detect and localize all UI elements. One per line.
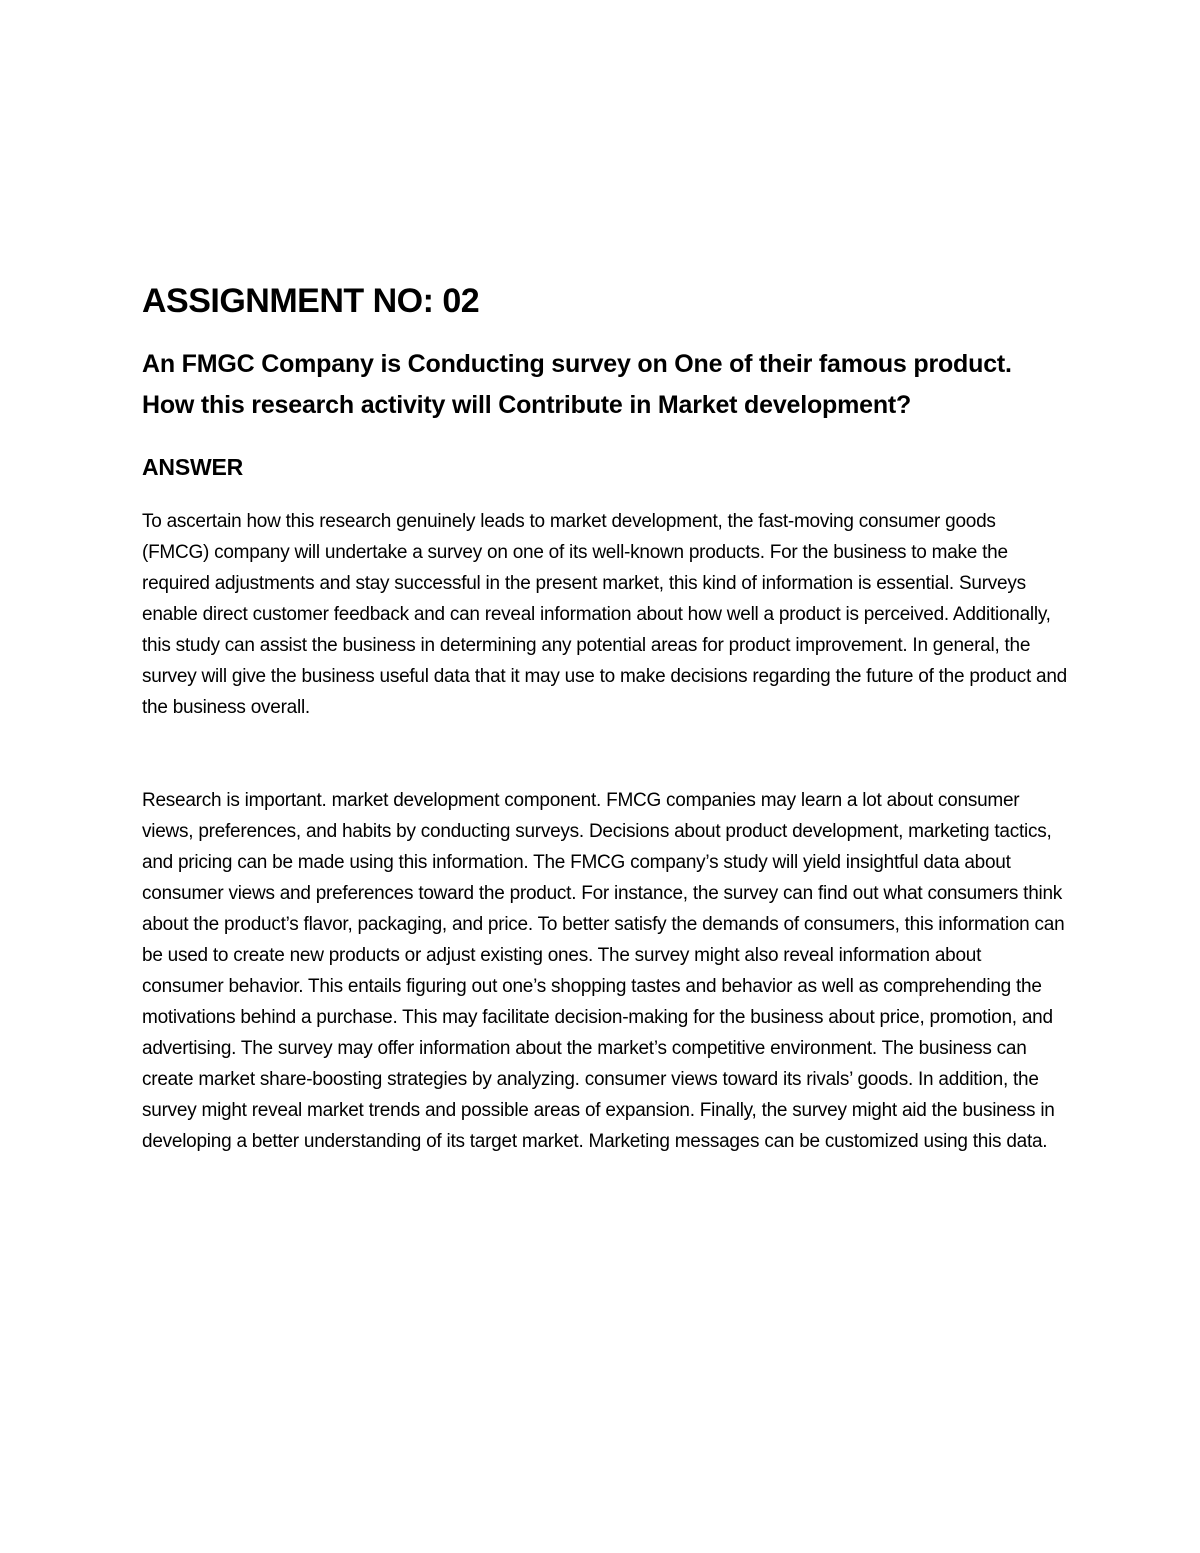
assignment-question: An FMGC Company is Conducting survey on One of their famous product. How this research activity will Contribute in Market development? bbox=[142, 350, 1012, 419]
assignment-title: ASSIGNMENT NO: 02 bbox=[142, 282, 480, 320]
answer-paragraph-2: Research is important. market development component. FMCG companies may learn a lot about consumer views, preferences, and habits by conducting surveys. Decisions about product development, marketing tactics, and pricing can be made using this information. The FMCG company’s study will yield insightful data about consumer views and preferences toward the product. For instance, the survey can find out what consumers think about the product’s flavor, packaging, and price. To better satisfy the demands of consumers, this information can be used to create new products or adjust existing ones. The survey might also reveal information about consumer behavior. This entails figuring out one’s shopping tastes and behavior as well as comprehending the motivations behind a purchase. This may facilitate decision-making for the business about price, promotion, and advertising. The survey may offer information about the market’s competitive environment. The business can create market share-boosting strategies by analyzing. consumer views toward its rivals’ goods. In addition, the survey might reveal market trends and possible areas of expansion. Finally, the survey might aid the business in developing a better understanding of its target market. Marketing messages can be customized using this data. bbox=[142, 790, 1065, 1152]
document-content bbox=[142, 280, 1067, 1157]
paragraph-spacer bbox=[142, 723, 1067, 785]
answer-paragraph-1: To ascertain how this research genuinely leads to market development, the fast-moving consumer goods (FMCG) company will undertake a survey on one of its well-known products. For the business to make the required adjustments and stay successful in the present market, this kind of information is essential. Surveys enable direct customer feedback and can reveal information about how well a product is perceived. Additionally, this study can assist the business in determining any potential areas for product improvement. In general, the survey will give the business useful data that it may use to make decisions regarding the future of the product and the business overall. bbox=[142, 511, 1067, 718]
answer-heading: ANSWER bbox=[142, 454, 244, 480]
